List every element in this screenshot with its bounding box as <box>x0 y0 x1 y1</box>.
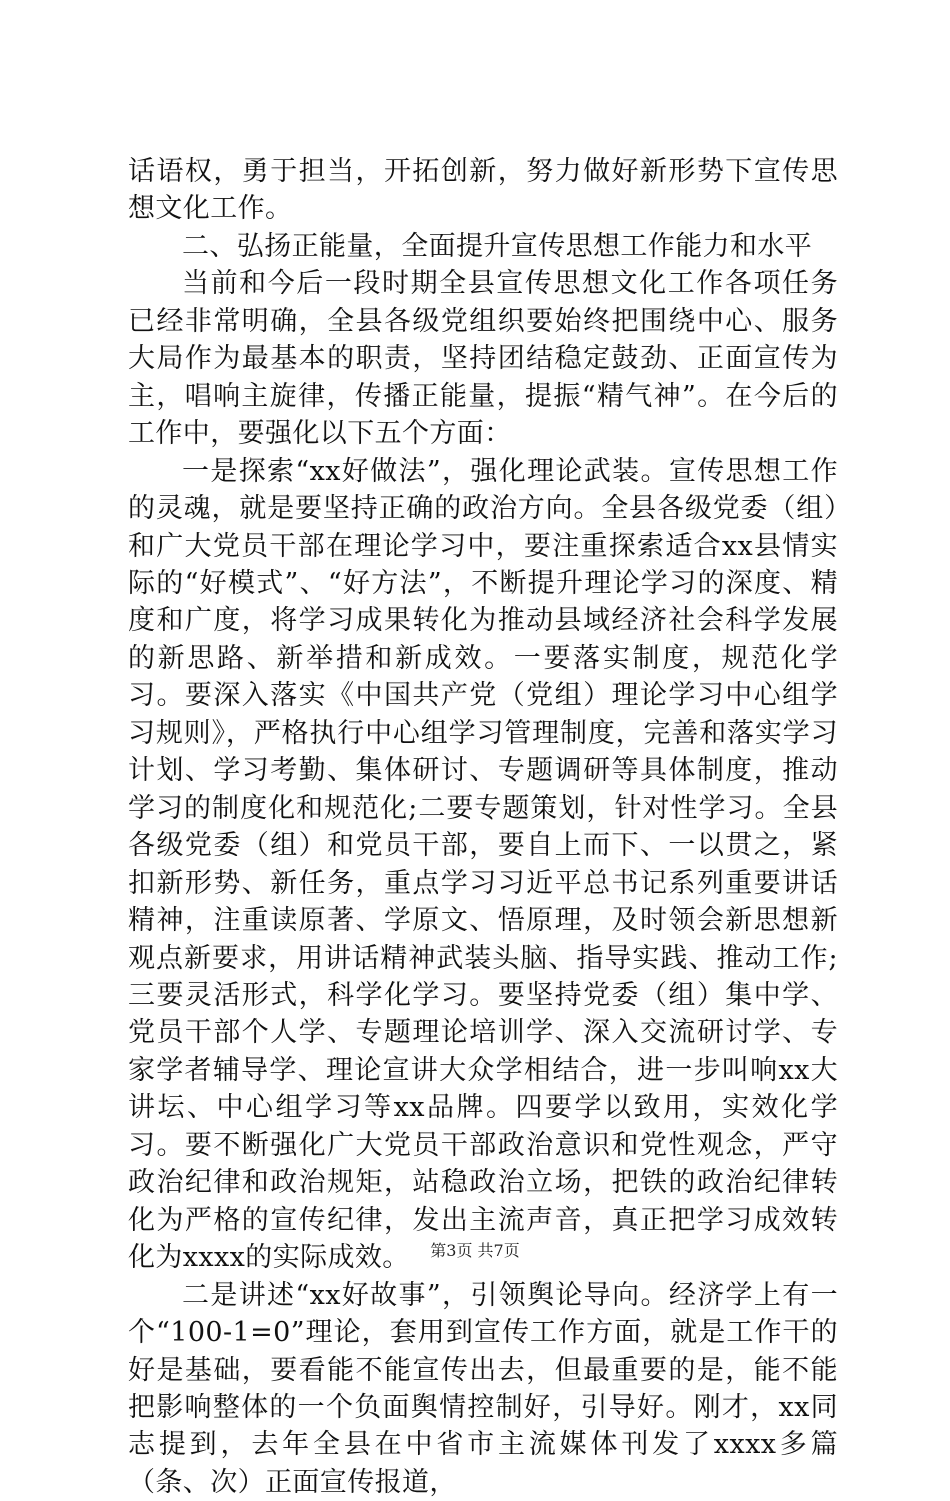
paragraph: 当前和今后一段时期全县宣传思想文化工作各项任务已经非常明确，全县各级党组织要始终把围绕中心、服务大局作为最基本的职责，坚持团结稳定鼓劲、正面宣传为主，唱响主旋律，传播正能量，提振“精气神”。在今后的工作中，要强化以下五个方面： <box>128 268 838 450</box>
page-footer: 第3页 共7页 <box>430 1241 520 1260</box>
paragraph: 一是探索“xx好做法”，强化理论武装。宣传思想工作的灵魂，就是要坚持正确的政治方向。全县各级党委（组）和广大党员干部在理论学习中，要注重探索适合xx县情实际的“好模式”、“好方法”，不断提升理论学习的深度、精度和广度，将学习成果转化为推动县域经济社会科学发展的新思路、新举措和新成效。一要落实制度，规范化学习。要深入落实《中国共产党（党组）理论学习中心组学习规则》，严格执行中心组学习管理制度，完善和落实学习计划、学习考勤、集体研讨、专题调研等具体制度，推动学习的制度化和规范化;二要专题策划，针对性学习。全县各级党委（组）和党员干部，要自上而下、一以贯之，紧扣新形势、新任务，重点学习习近平总书记系列重要讲话精神，注重读原著、学原文、悟原理，及时领会新思想新观点新要求，用讲话精神武装头脑、指导实践、推动工作;三要灵活形式，科学化学习。要坚持党委（组）集中学、党员干部个人学、专题理论培训学、深入交流研讨学、专家学者辅导学、理论宣讲大众学相结合，进一步叫响xx大讲坛、中心组学习等xx品牌。四要学以致用，实效化学习。要不断强化广大党员干部政治意识和党性观念，严守政治纪律和政治规矩，站稳政治立场，把铁的政治纪律转化为严格的宣传纪律，发出主流声音，真正把学习成效转化为xxxx的实际成效。 <box>128 455 838 1274</box>
paragraph: 二是讲述“xx好故事”，引领舆论导向。经济学上有一个“100-1=0”理论，套用到宣传工作方面，就是工作干的好是基础，要看能不能宣传出去，但最重要的是，能不能把影响整体的一个负面舆情控制好，引导好。刚才，xx同志提到，去年全县在中省市主流媒体刊发了xxxx多篇（条、次）正面宣传报道， <box>128 1279 838 1498</box>
document-body <box>128 153 838 1501</box>
section-heading: 二、弘扬正能量，全面提升宣传思想工作能力和水平 <box>182 230 813 262</box>
paragraph-continuation: 话语权，勇于担当，开拓创新，努力做好新形势下宣传思想文化工作。 <box>128 156 838 225</box>
